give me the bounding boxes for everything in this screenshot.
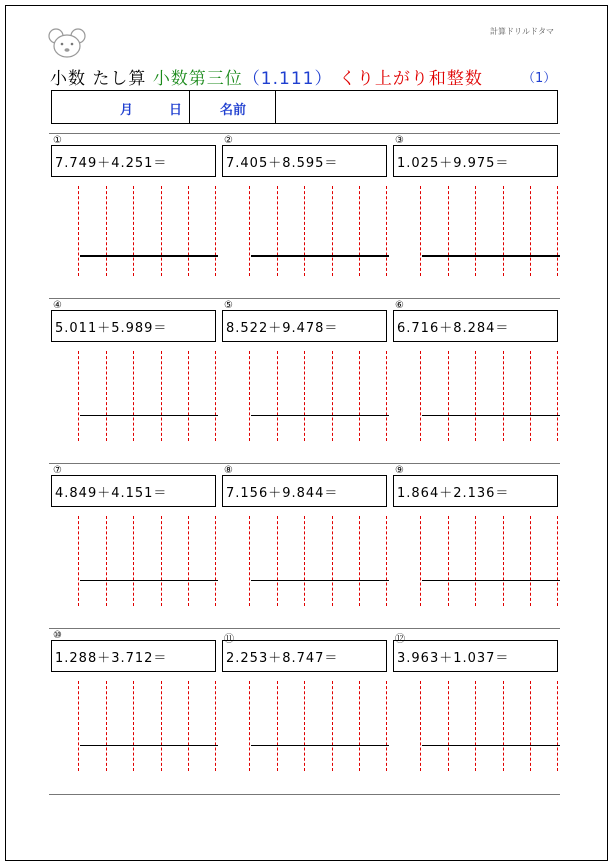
answer-line: [422, 580, 560, 581]
title-part-type: くり上がり和整数: [338, 69, 483, 89]
problem-number: ⑨: [395, 465, 404, 476]
problem-number: ⑦: [53, 465, 62, 476]
section-divider: [49, 298, 560, 299]
digit-guide-line: [503, 351, 504, 441]
digit-guide-line: [475, 351, 476, 441]
digit-guide-line: [448, 516, 449, 606]
digit-guide-line: [188, 516, 189, 606]
digit-guide-line: [304, 681, 305, 771]
problem-number: ⑫: [395, 634, 405, 645]
digit-guide-line: [386, 681, 387, 771]
date-name-row: [51, 90, 558, 124]
title-part-topic: 小数 たし算: [50, 69, 147, 89]
digit-guide-line: [78, 681, 79, 771]
problem-expression[interactable]: 6.716＋8.284＝: [393, 310, 558, 342]
digit-guide-line: [215, 516, 216, 606]
problem-12: [393, 630, 558, 770]
problem-expression[interactable]: 8.522＋9.478＝: [222, 310, 387, 342]
digit-guide-line: [448, 186, 449, 276]
problem-4: [51, 300, 216, 440]
month-label: 月: [120, 103, 134, 118]
problem-number: ⑤: [224, 300, 233, 311]
problem-8: [222, 465, 387, 605]
digit-guide-line: [161, 351, 162, 441]
problem-1: [51, 135, 216, 275]
digit-guide-line: [420, 681, 421, 771]
problem-10: [51, 630, 216, 770]
digit-guide-line: [133, 351, 134, 441]
digit-guide-line: [106, 516, 107, 606]
digit-guide-line: [530, 516, 531, 606]
digit-guide-line: [448, 351, 449, 441]
digit-guide-line: [332, 186, 333, 276]
problem-expression[interactable]: 1.025＋9.975＝: [393, 145, 558, 177]
mouse-logo-icon: [48, 27, 86, 59]
digit-guide-line: [188, 186, 189, 276]
problem-11: [222, 630, 387, 770]
digit-guide-line: [475, 681, 476, 771]
digit-guide-line: [359, 516, 360, 606]
problem-expression[interactable]: 3.963＋1.037＝: [393, 640, 558, 672]
digit-guide-line: [386, 351, 387, 441]
digit-guide-line: [359, 351, 360, 441]
digit-guide-line: [249, 681, 250, 771]
digit-guide-line: [161, 516, 162, 606]
problem-number: ③: [395, 135, 404, 146]
answer-line: [422, 745, 560, 746]
digit-guide-line: [249, 186, 250, 276]
digit-guide-line: [448, 681, 449, 771]
digit-guide-line: [475, 186, 476, 276]
digit-guide-line: [277, 516, 278, 606]
digit-guide-line: [78, 186, 79, 276]
digit-guide-line: [188, 351, 189, 441]
problem-number: ⑧: [224, 465, 233, 476]
problem-7: [51, 465, 216, 605]
answer-line: [80, 745, 218, 746]
digit-guide-line: [332, 351, 333, 441]
digit-guide-line: [133, 516, 134, 606]
digit-guide-line: [277, 681, 278, 771]
digit-guide-line: [215, 186, 216, 276]
section-divider: [49, 133, 560, 134]
digit-guide-line: [475, 516, 476, 606]
digit-guide-line: [188, 681, 189, 771]
answer-line: [251, 580, 389, 581]
digit-guide-line: [557, 186, 558, 276]
digit-guide-line: [503, 186, 504, 276]
problem-expression[interactable]: 7.749＋4.251＝: [51, 145, 216, 177]
answer-line: [80, 580, 218, 581]
digit-guide-line: [277, 186, 278, 276]
digit-guide-line: [503, 516, 504, 606]
answer-line: [80, 415, 218, 416]
digit-guide-line: [503, 681, 504, 771]
digit-guide-line: [386, 186, 387, 276]
name-label: 名前: [220, 103, 247, 118]
worksheet-title: [50, 64, 483, 89]
problem-expression[interactable]: 4.849＋4.151＝: [51, 475, 216, 507]
problem-expression[interactable]: 7.405＋8.595＝: [222, 145, 387, 177]
answer-line: [251, 255, 389, 257]
answer-line: [80, 255, 218, 257]
problem-5: [222, 300, 387, 440]
digit-guide-line: [530, 351, 531, 441]
answer-line: [422, 415, 560, 416]
digit-guide-line: [106, 186, 107, 276]
digit-guide-line: [304, 516, 305, 606]
digit-guide-line: [530, 681, 531, 771]
problem-expression[interactable]: 2.253＋8.747＝: [222, 640, 387, 672]
site-name: 計算ドリルドタマ: [490, 27, 554, 36]
sheet-number: （1）: [522, 71, 557, 86]
digit-guide-line: [557, 516, 558, 606]
problem-expression[interactable]: 1.864＋2.136＝: [393, 475, 558, 507]
digit-guide-line: [277, 351, 278, 441]
problem-expression[interactable]: 7.156＋9.844＝: [222, 475, 387, 507]
problem-expression[interactable]: 5.011＋5.989＝: [51, 310, 216, 342]
digit-guide-line: [304, 186, 305, 276]
problem-3: [393, 135, 558, 275]
digit-guide-line: [78, 351, 79, 441]
problem-number: ⑪: [224, 634, 234, 645]
digit-guide-line: [420, 351, 421, 441]
digit-guide-line: [332, 681, 333, 771]
answer-line: [251, 745, 389, 746]
digit-guide-line: [359, 681, 360, 771]
section-divider: [49, 794, 560, 795]
digit-guide-line: [420, 186, 421, 276]
problem-expression[interactable]: 1.288＋3.712＝: [51, 640, 216, 672]
answer-line: [422, 255, 560, 257]
digit-guide-line: [133, 681, 134, 771]
digit-guide-line: [530, 186, 531, 276]
problem-number: ⑩: [53, 630, 62, 641]
digit-guide-line: [420, 516, 421, 606]
section-divider: [49, 628, 560, 629]
problem-6: [393, 300, 558, 440]
digit-guide-line: [249, 516, 250, 606]
digit-guide-line: [161, 681, 162, 771]
digit-guide-line: [304, 351, 305, 441]
digit-guide-line: [386, 516, 387, 606]
divider: [275, 91, 276, 123]
problem-number: ④: [53, 300, 62, 311]
problem-number: ②: [224, 135, 233, 146]
title-part-level: 小数第三位: [152, 69, 243, 89]
digit-guide-line: [133, 186, 134, 276]
digit-guide-line: [332, 516, 333, 606]
digit-guide-line: [78, 516, 79, 606]
digit-guide-line: [557, 681, 558, 771]
day-label: 日: [169, 103, 183, 118]
problem-number: ⑥: [395, 300, 404, 311]
digit-guide-line: [359, 186, 360, 276]
digit-guide-line: [215, 681, 216, 771]
title-part-range: （1.111）: [242, 69, 333, 89]
problem-9: [393, 465, 558, 605]
problem-2: [222, 135, 387, 275]
answer-line: [251, 415, 389, 416]
section-divider: [49, 463, 560, 464]
digit-guide-line: [161, 186, 162, 276]
digit-guide-line: [106, 351, 107, 441]
digit-guide-line: [249, 351, 250, 441]
divider: [189, 91, 190, 123]
digit-guide-line: [106, 681, 107, 771]
digit-guide-line: [557, 351, 558, 441]
digit-guide-line: [215, 351, 216, 441]
problem-number: ①: [53, 135, 62, 146]
